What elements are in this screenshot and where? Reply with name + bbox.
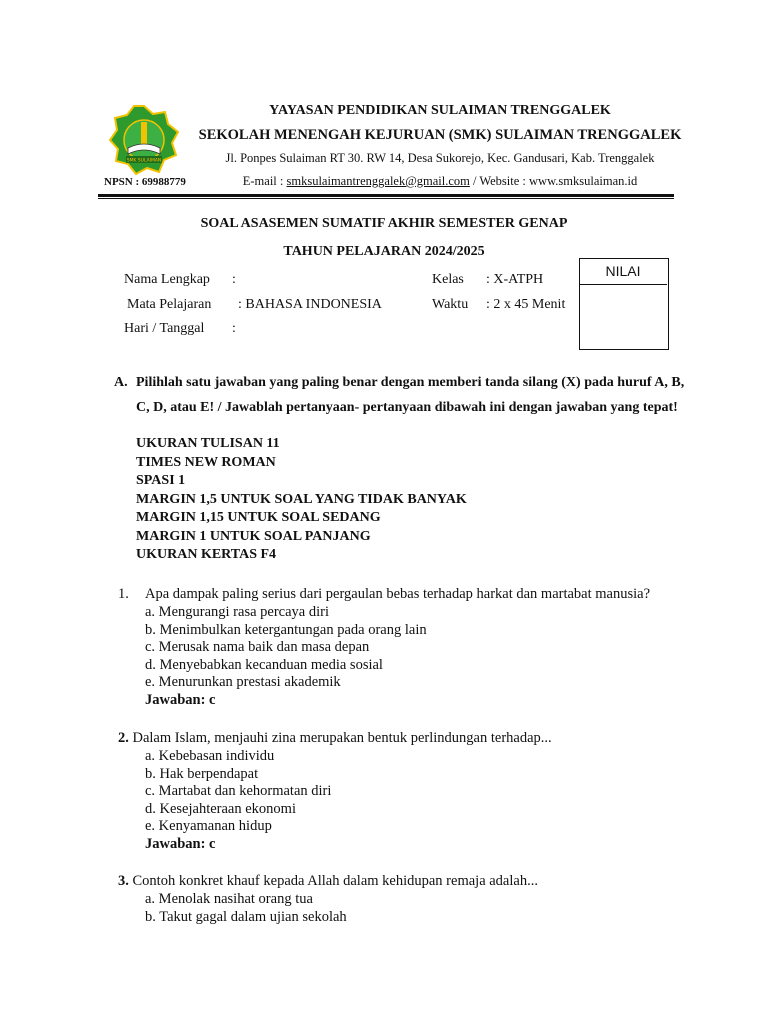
letterhead-divider (98, 194, 674, 197)
question-options (145, 604, 427, 709)
rule-line: SPASI 1 (136, 473, 186, 488)
rule-line: UKURAN TULISAN 11 (136, 436, 280, 451)
question-number: 1. (118, 586, 129, 602)
question-number: 3. (118, 873, 129, 889)
exam-title: SOAL ASASEMEN SUMATIF AKHIR SEMESTER GENAP (200, 216, 568, 231)
waktu-label: Waktu (432, 297, 469, 312)
mapel-label: Mata Pelajaran (127, 297, 212, 312)
website-text: / Website : www.smksulaiman.id (469, 174, 638, 188)
question-text: Apa dampak paling serius dari pergaulan bebas terhadap harkat dan martabat manusia? (145, 586, 651, 602)
nilai-label: NILAI (579, 258, 667, 285)
option-c[interactable]: c. Martabat dan kehormatan diri (145, 783, 332, 799)
mapel-value: : BAHASA INDONESIA (238, 297, 382, 312)
rule-line: MARGIN 1,5 UNTUK SOAL YANG TIDAK BANYAK (136, 491, 467, 507)
hari-field[interactable]: : (232, 321, 236, 336)
answer-key: Jawaban: c (145, 835, 216, 852)
exam-year: TAHUN PELAJARAN 2024/2025 (283, 244, 485, 259)
rule-line: UKURAN KERTAS F4 (136, 547, 277, 562)
rule-line: MARGIN 1 UNTUK SOAL PANJANG (136, 528, 371, 544)
option-e[interactable]: e. Menurunkan prestasi akademik (145, 674, 341, 690)
email-label: E-mail : (242, 174, 287, 188)
option-b[interactable]: b. Menimbulkan ketergantungan pada orang lain (145, 621, 427, 638)
question-options (145, 748, 331, 853)
question-text: Dalam Islam, menjauhi zina merupakan bentuk perlindungan terhadap... (128, 730, 552, 746)
instruction-line-1: Pilihlah satu jawaban yang paling benar dengan memberi tanda silang (X) pada huruf A, B, (136, 375, 685, 390)
nama-label: Nama Lengkap (124, 272, 210, 287)
rule-line: TIMES NEW ROMAN (136, 454, 276, 470)
question-3 (118, 873, 538, 891)
format-rules (136, 435, 467, 565)
question-number: 2. (118, 730, 129, 746)
option-e[interactable]: e. Kenyamanan hidup (145, 818, 272, 834)
kelas-value: : X-ATPH (486, 272, 544, 287)
kelas-label: Kelas (432, 272, 464, 287)
section-marker: A. (114, 375, 128, 390)
email-link[interactable]: smksulaimantrenggalek@gmail.com (286, 174, 470, 188)
letterhead-divider-thin (98, 198, 674, 199)
school-contact (190, 174, 690, 189)
waktu-value: : 2 x 45 Menit (486, 297, 566, 312)
school-address: Jl. Ponpes Sulaiman RT 30. RW 14, Desa Sukorejo, Kec. Gandusari, Kab. Trenggalek (225, 151, 655, 165)
question-text: Contoh konkret khauf kepada Allah dalam kehidupan remaja adalah... (128, 873, 538, 889)
hari-label: Hari / Tanggal (124, 321, 205, 336)
foundation-name: YAYASAN PENDIDIKAN SULAIMAN TRENGGALEK (269, 103, 611, 118)
option-b[interactable]: b. Takut gagal dalam ujian sekolah (145, 908, 347, 925)
option-c[interactable]: c. Merusak nama baik dan masa depan (145, 639, 370, 655)
school-logo (108, 104, 180, 176)
school-name: SEKOLAH MENENGAH KEJURUAN (SMK) SULAIMAN TRENGGALEK (198, 127, 682, 143)
option-a[interactable]: a. Mengurangi rasa percaya diri (145, 604, 329, 620)
npsn: NPSN : 69988779 (104, 176, 186, 188)
option-a[interactable]: a. Kebebasan individu (145, 748, 275, 764)
option-b[interactable]: b. Hak berpendapat (145, 765, 259, 782)
answer-key: Jawaban: c (145, 691, 216, 708)
nama-field[interactable]: : (232, 272, 236, 287)
logo-text: SMK SULAIMAN (126, 158, 162, 164)
option-d[interactable]: d. Kesejahteraan ekonomi (145, 800, 296, 817)
question-2 (118, 730, 552, 748)
question-options (145, 891, 347, 926)
rule-line: MARGIN 1,15 UNTUK SOAL SEDANG (136, 510, 381, 525)
option-d[interactable]: d. Menyebabkan kecanduan media sosial (145, 656, 383, 673)
option-a[interactable]: a. Menolak nasihat orang tua (145, 891, 313, 907)
instruction-line-2: C, D, atau E! / Jawablah pertanyaan- pertanyaan dibawah ini dengan jawaban yang tepat! (136, 400, 678, 415)
